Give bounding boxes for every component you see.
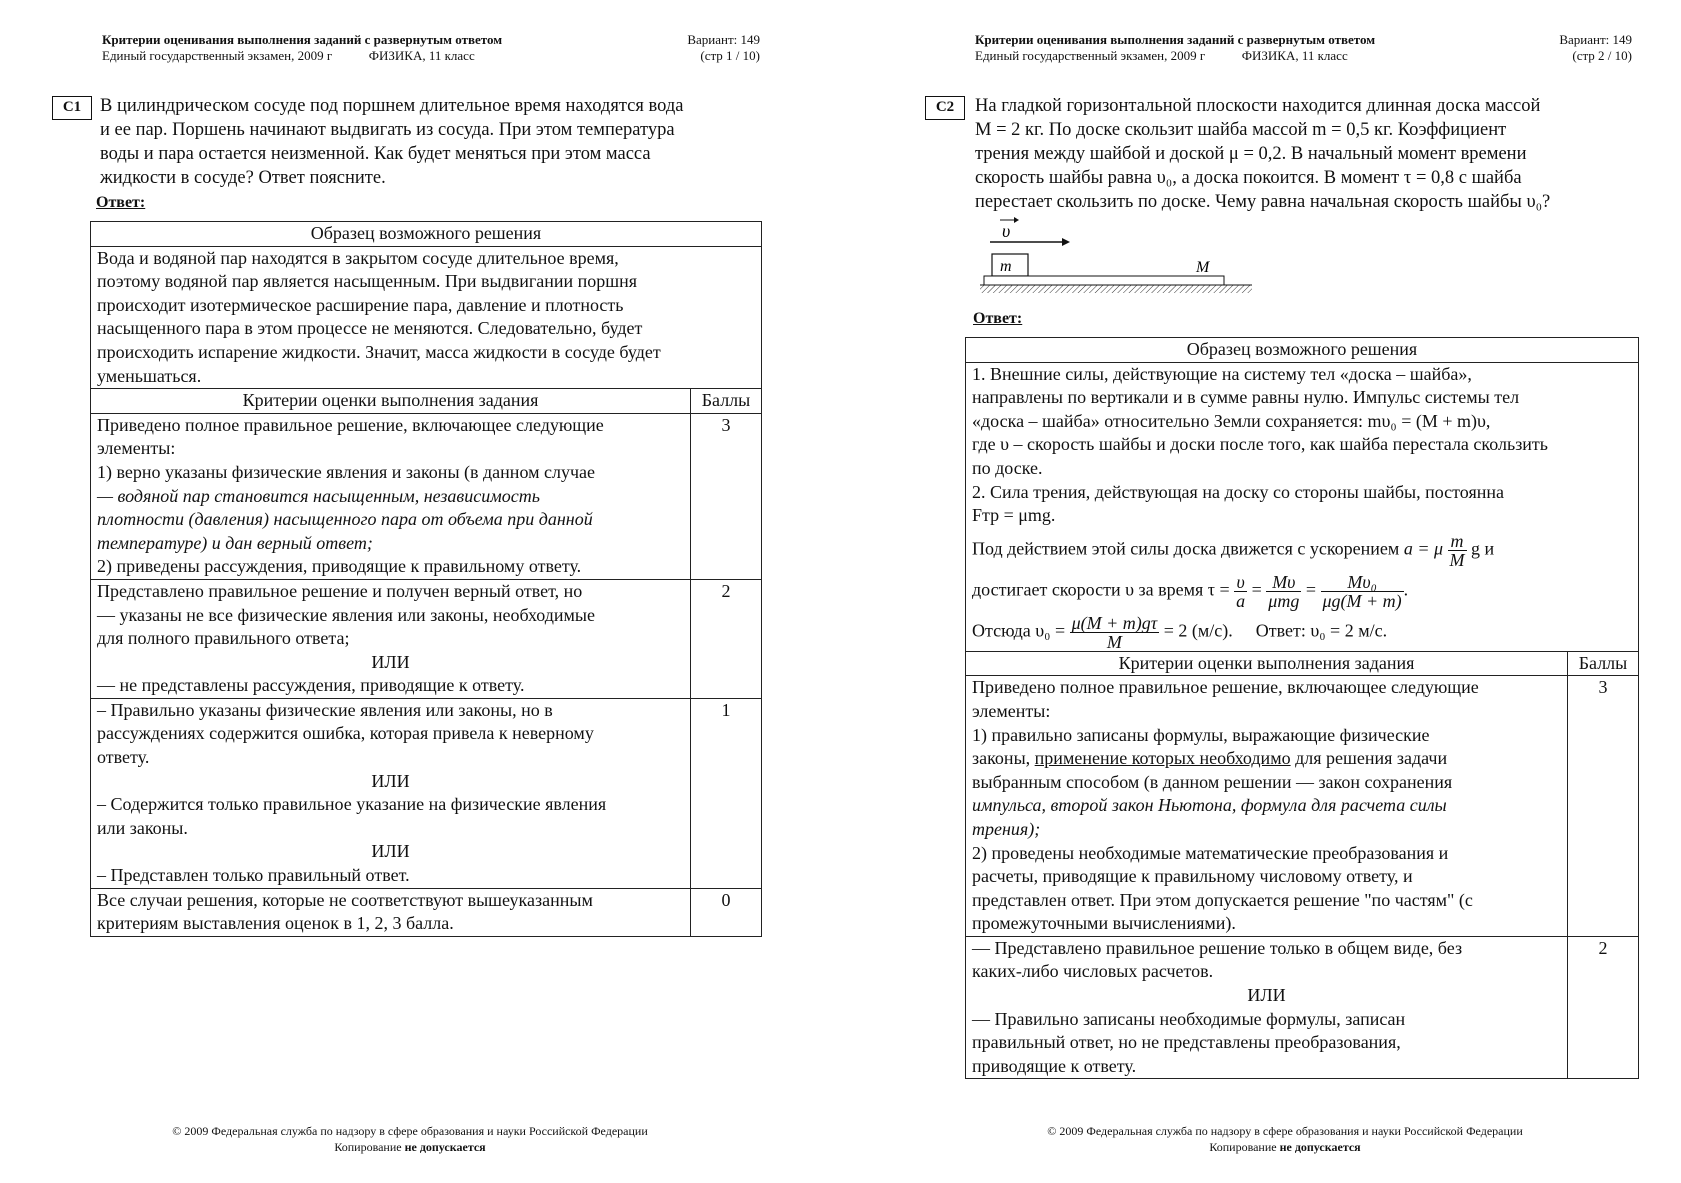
solution-line: насыщенного пара в этом процессе не меняются. Следовательно, будет: [97, 318, 643, 339]
question-label-box: [925, 96, 965, 120]
solution-line: происходить испарение жидкости. Значит, масса жидкости в сосуде будет: [97, 341, 661, 362]
solution-title: Образец возможного решения: [91, 222, 762, 247]
criteria-line-part: законы,: [972, 748, 1031, 769]
criteria-line: плотности (давления) насыщенного пара от объема при данной: [97, 509, 593, 530]
criteria-line: — Правильно записаны необходимые формулы, записан: [972, 1008, 1406, 1029]
criteria-line: – Представлен только правильный ответ.: [97, 865, 410, 886]
formula-acc-lhs: a = μ: [1403, 538, 1443, 559]
criteria-line: импульса, второй закон Ньютона, формула для расчета силы: [972, 795, 1447, 816]
criteria-line: критериям выставления оценок в 1, 2, 3 балла.: [97, 913, 454, 934]
criteria-line: Представлено правильное решение и получен верный ответ, но: [97, 580, 583, 601]
solution-text: [966, 362, 1639, 651]
page-header-right: [660, 32, 760, 64]
page-header: [102, 32, 662, 64]
criteria-header: Критерии оценки выполнения задания: [966, 651, 1568, 676]
solution-line: Под действием этой силы доска движется с ускорением: [972, 538, 1400, 559]
question-line: скорость шайбы равна υ₀, а доска покоится. В момент τ = 0,8 с шайба: [975, 168, 1522, 188]
criteria-or: ИЛИ: [1247, 985, 1286, 1006]
solution-line: «доска – шайба» относительно Земли сохраняется: mυ₀ = (M + m)υ,: [972, 410, 1491, 431]
criteria-line: для полного правильного ответа;: [97, 628, 350, 649]
criteria-line: — водяной пар становится насыщенным, независимость: [97, 485, 540, 506]
footer-copy-prefix: Копирование: [1209, 1140, 1277, 1154]
page-footer: [1005, 1123, 1565, 1155]
formula-den: μg(M + m): [1322, 590, 1402, 611]
criteria-text: [966, 936, 1568, 1079]
criteria-line: расчеты, приводящие к правильному числовому ответу, и: [972, 866, 1413, 887]
formula-time-fraction-3: [1321, 573, 1404, 610]
criteria-score: 0: [691, 888, 762, 936]
criteria-score: 2: [691, 579, 762, 698]
criteria-score: 1: [691, 698, 762, 888]
formula-num: υ: [1234, 573, 1247, 592]
criteria-line-part: для решения задачи: [1295, 748, 1448, 769]
score-header: Баллы: [691, 389, 762, 414]
header-variant: Вариант: 149: [1559, 32, 1632, 47]
solution-line: Fтр = μmg.: [972, 505, 1056, 526]
criteria-line: — Представлено правильное решение только в общем виде, без: [972, 937, 1463, 958]
formula-acc-fraction: [1448, 532, 1467, 569]
question-text: [100, 94, 752, 190]
criteria-header: Критерии оценки выполнения задания: [91, 389, 691, 414]
answer-label: Ответ:: [973, 310, 1023, 327]
criteria-line: Приведено полное правильное решение, включающее следующие: [97, 414, 604, 435]
footer-copy-prefix: Копирование: [334, 1140, 402, 1154]
solution-line: направлены по вертикали и в сумме равны нулю. Импульс системы тел: [972, 387, 1520, 408]
page-footer: [130, 1123, 690, 1155]
question-line: и ее пар. Поршень начинают выдвигать из сосуда. При этом температура: [100, 120, 675, 140]
criteria-line: Все случаи решения, которые не соответствуют вышеуказанным: [97, 889, 593, 910]
header-title: Критерии оценивания выполнения заданий с развернутым ответом: [102, 32, 503, 47]
solution-table: [90, 221, 762, 937]
criteria-line: 2) приведены рассуждения, приводящие к правильному ответу.: [97, 556, 582, 577]
solution-line: происходит изотермическое расширение пара, давление и плотность: [97, 294, 624, 315]
question-text: [975, 94, 1627, 214]
criteria-line: — указаны не все физические явления или законы, необходимые: [97, 604, 596, 625]
solution-line: где υ – скорость шайбы и доски после того, как шайба перестала скользить: [972, 434, 1549, 455]
criteria-row: [91, 888, 762, 936]
criteria-row: [91, 413, 762, 579]
formula-den: M: [1106, 631, 1122, 652]
formula-num: Mυ: [1266, 573, 1301, 592]
formula-time-fraction-2: [1266, 573, 1301, 610]
solution-line: уменьшаться.: [97, 365, 202, 386]
header-page-number: (стр 1 / 10): [700, 48, 760, 63]
question-line: жидкости в сосуде? Ответ поясните.: [100, 168, 386, 188]
criteria-row: [91, 579, 762, 698]
criteria-line: или законы.: [97, 817, 188, 838]
criteria-line: выбранным способом (в данном решении — закон сохранения: [972, 771, 1453, 792]
question-line: В цилиндрическом сосуде под поршнем длительное время находятся вода: [100, 96, 684, 116]
solution-acceleration-line: [972, 532, 1632, 569]
formula-acc-tail: g и: [1471, 538, 1495, 559]
solution-time-line: достигает скорости υ за время τ = $\frac{\upsilon}{a}$ = $\frac{M\upsilon}{\text{μmg}}$ = $\frac{\text{Mυ₀}}{\mu g(M + m)}$ .: [972, 571, 1409, 611]
criteria-line: Приведено полное правильное решение, включающее следующие: [972, 677, 1479, 698]
question-label-box: [52, 96, 92, 120]
solution-line: 2. Сила трения, действующая на доску со стороны шайбы, постоянна: [972, 481, 1504, 502]
question-label: С2: [935, 99, 955, 115]
header-title: Критерии оценивания выполнения заданий с развернутым ответом: [975, 32, 1376, 47]
solution-result-line: [972, 614, 1632, 651]
criteria-or: ИЛИ: [371, 651, 410, 672]
ground-hatch: [980, 285, 1252, 293]
board-puck-figure: [970, 214, 1270, 296]
formula-den: a: [1236, 590, 1246, 611]
criteria-line: – Содержится только правильное указание на физические явления: [97, 794, 607, 815]
formula-acc-den: M: [1449, 549, 1465, 570]
criteria-row: [966, 936, 1639, 1079]
criteria-line: 1) правильно записаны формулы, выражающие физические: [972, 724, 1430, 745]
criteria-line: 2) проведены необходимые математические преобразования и: [972, 842, 1449, 863]
question-line: M = 2 кг. По доске скользит шайба массой m = 0,5 кг. Коэффициент: [975, 120, 1507, 140]
criteria-score: 3: [691, 413, 762, 579]
question-line: перестает скользить по доске. Чему равна начальная скорость шайбы υ₀?: [975, 192, 1551, 212]
criteria-text: [91, 413, 691, 579]
criteria-line: ответу.: [97, 747, 150, 768]
formula-num: Mυ₀: [1321, 573, 1404, 592]
criteria-text: [91, 698, 691, 888]
criteria-line: каких-либо числовых расчетов.: [972, 961, 1214, 982]
footer-copyright: © 2009 Федеральная служба по надзору в сфере образования и науки Российской Федерации: [172, 1124, 648, 1138]
criteria-line: элементы:: [972, 700, 1051, 721]
header-subject: ФИЗИКА, 11 класс: [368, 48, 475, 63]
solution-text: [91, 246, 762, 389]
footer-copy-bold: не допускается: [404, 1140, 486, 1154]
page-header-right: [1532, 32, 1632, 64]
criteria-or: ИЛИ: [371, 841, 410, 862]
criteria-or: ИЛИ: [371, 770, 410, 791]
criteria-line: представлен ответ. При этом допускается решение "по частям" (с: [972, 889, 1473, 910]
solution-line: поэтому водяной пар является насыщенным. При выдвигании поршня: [97, 271, 638, 292]
criteria-text: [91, 579, 691, 698]
question-line: На гладкой горизонтальной плоскости находится длинная доска массой: [975, 96, 1541, 116]
criteria-text: [966, 676, 1568, 937]
criteria-score: 3: [1568, 676, 1639, 937]
header-exam: Единый государственный экзамен, 2009 г: [102, 48, 333, 63]
criteria-line: элементы:: [97, 438, 176, 459]
header-exam: Единый государственный экзамен, 2009 г: [975, 48, 1206, 63]
solution-table: [965, 337, 1639, 1079]
criteria-row: [966, 676, 1639, 937]
solution-line: Отсюда υ₀ =: [972, 620, 1066, 641]
solution-title: Образец возможного решения: [966, 338, 1639, 363]
formula-num: μ(M + m)gτ: [1071, 612, 1158, 633]
score-header: Баллы: [1568, 651, 1639, 676]
solution-line: достигает скорости υ за время τ =: [972, 579, 1230, 600]
solution-line: 1. Внешние силы, действующие на систему тел «доска – шайба»,: [972, 363, 1472, 384]
criteria-line: 1) верно указаны физические явления и законы (в данном случае: [97, 461, 595, 482]
criteria-score: 2: [1568, 936, 1639, 1079]
formula-result-value: = 2 (м/с).: [1163, 620, 1233, 641]
board: [984, 276, 1224, 285]
page-header: [975, 32, 1535, 64]
solution-line: Вода и водяной пар находятся в закрытом сосуде длительное время,: [97, 247, 619, 268]
question-label: С1: [62, 99, 82, 115]
criteria-line: – Правильно указаны физические явления или законы, но в: [97, 699, 553, 720]
criteria-row: [91, 698, 762, 888]
header-page-number: (стр 2 / 10): [1572, 48, 1632, 63]
criteria-line: трения);: [972, 818, 1041, 839]
header-variant: Вариант: 149: [687, 32, 760, 47]
velocity-label: υ: [1002, 221, 1011, 241]
criteria-line: [972, 747, 1561, 771]
final-answer: Ответ: υ₀ = 2 м/с.: [1255, 620, 1388, 641]
formula-den: μmg: [1268, 590, 1300, 611]
criteria-line: промежуточными вычислениями).: [972, 913, 1236, 934]
criteria-line: правильный ответ, но не представлены преобразования,: [972, 1032, 1401, 1053]
question-line: трения между шайбой и доской μ = 0,2. В начальный момент времени: [975, 144, 1527, 164]
header-subject: ФИЗИКА, 11 класс: [1241, 48, 1348, 63]
formula-acc-num: m: [1448, 532, 1467, 551]
solution-line: по доске.: [972, 457, 1043, 478]
puck-label: m: [1000, 258, 1012, 275]
formula-result-fraction: [1070, 614, 1160, 651]
footer-copy-bold: не допускается: [1279, 1140, 1361, 1154]
criteria-text: [91, 888, 691, 936]
board-label: M: [1196, 259, 1210, 276]
criteria-line: приводящие к ответу.: [972, 1055, 1137, 1076]
criteria-line: температуре) и дан верный ответ;: [97, 532, 373, 553]
criteria-line: — не представлены рассуждения, приводящие к ответу.: [97, 675, 525, 696]
answer-label: Ответ:: [96, 194, 146, 211]
criteria-underlined: применение которых необходимо: [1034, 748, 1291, 769]
question-line: воды и пара остается неизменной. Как будет меняться при этом масса: [100, 144, 651, 164]
footer-copyright: © 2009 Федеральная служба по надзору в сфере образования и науки Российской Федерации: [1047, 1124, 1523, 1138]
formula-time-fraction-1: [1234, 573, 1247, 610]
velocity-arrow: [990, 217, 1070, 246]
criteria-line: рассуждениях содержится ошибка, которая привела к неверному: [97, 723, 594, 744]
